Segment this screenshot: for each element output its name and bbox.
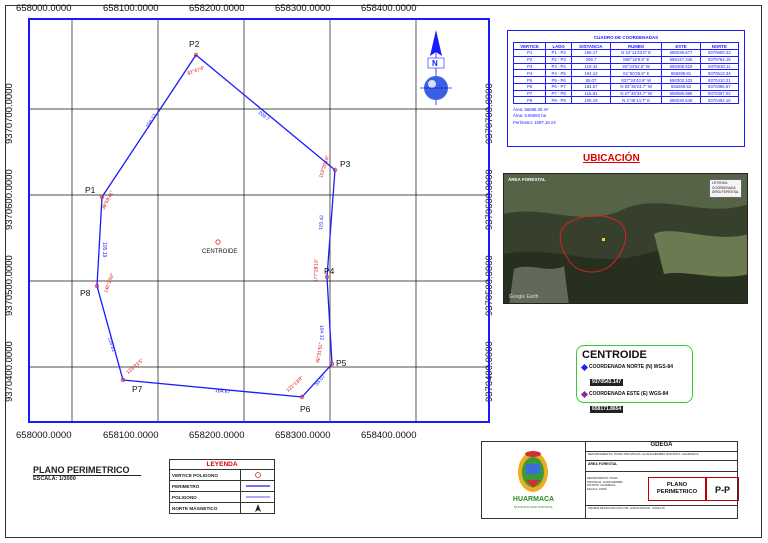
location-legend-title: LEYENDA: [712, 181, 728, 185]
angle-label: 113°20'19": [319, 155, 331, 179]
centroid-east-value: 658171.8654: [592, 406, 622, 412]
x-tick-label: 658100.0000: [103, 430, 159, 441]
table-row: P1 P1 - P2 156.17 N 34°11'33.0" E 658036.677 9370600.23: [514, 50, 739, 57]
legend-title: LEYENDA: [170, 460, 274, 470]
diamond-icon: [581, 363, 588, 370]
sheet-title-box: [648, 477, 706, 501]
y-tick-label: 9370600.0000: [484, 169, 495, 230]
angle-label: 90°31'51": [316, 342, 325, 364]
vertex-label-p4: P4: [324, 266, 335, 276]
x-tick-label: 658400.0000: [361, 3, 417, 14]
project-info: DEPARTAMENTO: PIURA PROVINCIA: HUANCABAMBA DISTRITO: HUARMACA ESCALA: 1/3000: [587, 477, 623, 491]
centroid-title: CENTROIDE: [582, 349, 647, 361]
angle-label: 121°13'8": [285, 376, 305, 394]
side-length-label: 55.07: [314, 374, 327, 388]
vertex-markers: [95, 53, 337, 399]
legend-row: [170, 470, 274, 481]
title-block: [481, 441, 738, 519]
plan-scale: ESCALA: 1/3000: [33, 476, 76, 482]
centroid-box: [576, 345, 693, 412]
y-tick-label: 9370700.0000: [4, 83, 15, 144]
coordinates-table-title: CUADRO DE COORDENADAS: [593, 35, 659, 40]
centroid-east-label: COORDENADA ESTE (E) WGS-84: [589, 391, 669, 397]
table-row: P2 P2 - P3 209.7 S50°16'8.5" E 658147.246 9370764.15: [514, 56, 739, 63]
diamond-icon: [581, 390, 588, 397]
table-row: P3 P3 - P4 119.42 S9°34'52.6" W 658308.519 9370630.11: [514, 63, 739, 70]
x-tick-label: 658300.0000: [275, 3, 331, 14]
area-ha: Área: 6.65983 ha: [513, 113, 546, 119]
table-header: LADO: [546, 43, 572, 50]
sheet-title-line: PERIMETRICO: [656, 489, 698, 495]
north-arrow-icon: [420, 30, 452, 105]
x-tick-label: 658200.0000: [189, 3, 245, 14]
legend-row: [170, 503, 274, 513]
side-length-label: 116.81: [106, 336, 117, 353]
perimeter-polygon: [97, 55, 335, 397]
north-letter: N: [432, 59, 438, 68]
perimeter-map: [30, 20, 488, 421]
legend-label: VERTICE POLIGONO: [170, 470, 241, 480]
location-satellite-image: [503, 173, 748, 304]
municipality-logo: [482, 442, 586, 518]
shield-icon: [482, 442, 585, 502]
angle-label: 38°59'41": [101, 190, 116, 211]
location-legend-item: COORDENADA: [712, 185, 736, 190]
table-row: P8 P8 - P9 105.19 N 2°45'14.7" E 658030.648 9370492.15: [514, 97, 739, 104]
title-block-details: [586, 442, 737, 518]
coordinates-grid: [513, 42, 739, 104]
angle-label: 177°28'10": [314, 258, 320, 283]
municipality-subtitle: MUNICIPALIDAD DISTRITAL: [513, 505, 554, 509]
vertex-marker-icon: [253, 471, 263, 479]
legend-label: NORTE MAGNETICO: [170, 503, 241, 513]
table-header: NORTE: [700, 43, 738, 50]
table-header: ESTE: [662, 43, 700, 50]
x-tick-label: 658000.0000: [16, 430, 72, 441]
north-arrow-icon: [253, 504, 263, 513]
location-line: DEPARTAMENTO: PIURA PROVINCIA: HUANCABAMBA DISTRITO: HUARMACA: [586, 452, 737, 461]
angle-label: 133°21'5": [126, 358, 146, 376]
x-tick-label: 658100.0000: [103, 3, 159, 14]
side-length-label: 209.7: [256, 109, 271, 123]
projection-note: SISTEMA DE PROYECCION UTM - DATUM WGS-84 - ZONA 17S: [586, 505, 737, 518]
legend-table: [169, 459, 275, 514]
x-tick-label: 658300.0000: [275, 430, 331, 441]
location-legend-item: ÁREA FORESTAL: [712, 190, 739, 195]
vertex-labels: [80, 39, 351, 414]
y-tick-label: 9370600.0000: [4, 169, 15, 230]
side-length-label: 156.17: [144, 113, 159, 130]
y-tick-label: 9370700.0000: [484, 83, 495, 144]
organization-name: GDEGA: [586, 442, 737, 452]
x-tick-label: 658000.0000: [16, 3, 72, 14]
location-title: UBICACIÓN: [583, 153, 640, 164]
centroid-label: CENTROIDE: [202, 249, 238, 255]
grid-lines: [30, 20, 488, 421]
y-tick-label: 9370500.0000: [484, 255, 495, 316]
y-tick-label: 9370400.0000: [484, 341, 495, 402]
table-row: P6 P6 - P7 184.67 N 83°36'24.7" W 658269.52 9370386.57: [514, 83, 739, 90]
vertex-label-p8: P8: [80, 288, 91, 298]
sheet-title-line: PLANO: [666, 482, 688, 489]
y-tick-label: 9370400.0000: [4, 341, 15, 402]
vertex-label-p3: P3: [340, 159, 351, 169]
table-row: P5 P5 - P6 55.07 S37°34'43.6" W 658303.103 9370410.21: [514, 77, 739, 84]
x-tick-label: 658200.0000: [189, 430, 245, 441]
vertex-label-p2: P2: [189, 39, 200, 49]
side-length-label: 105.19: [101, 242, 107, 258]
coordinates-table: [507, 30, 745, 147]
location-legend: [709, 179, 742, 198]
area-summary: [513, 107, 739, 126]
perimeter-length: Perímetro: 1097.16 ml: [513, 119, 556, 125]
legend-row: [170, 492, 274, 503]
y-tick-label: 9370500.0000: [4, 255, 15, 316]
angle-label: 82°47'4": [186, 66, 206, 77]
side-length-label: 184.67: [214, 388, 231, 396]
side-length-label: 104.12: [318, 324, 325, 341]
map-frame: [28, 18, 490, 423]
angle-labels: [100, 65, 331, 393]
table-header: DISTANCIA: [572, 43, 611, 50]
legend-label: POLIGONO: [170, 492, 241, 502]
location-image-title: ÁREA FORESTAL: [508, 177, 546, 182]
centroid-north-label: COORDENADA NORTE (N) WGS-84: [589, 364, 673, 370]
legend-row: [170, 481, 274, 492]
x-tick-label: 658400.0000: [361, 430, 417, 441]
vertex-label-p7: P7: [132, 384, 143, 394]
perimeter-line-icon: [245, 483, 271, 489]
vertex-label-p6: P6: [300, 404, 311, 414]
polygon-line-icon: [245, 494, 271, 500]
area-m2: Área: 66598.35 m²: [513, 107, 549, 113]
side-length-label: 119.42: [318, 214, 326, 231]
project-subject: ÁREA FORESTAL: [586, 461, 737, 472]
table-row: P4 P4 - P5 104.12 S1°50'25.5" E 658288.81 9370513.34: [514, 70, 739, 77]
imagery-credit: Google Earth: [509, 294, 539, 300]
legend-label: PERIMETRO: [170, 481, 241, 491]
angle-label: 140°2'52": [104, 272, 116, 294]
sheet-code: P-P: [706, 477, 739, 501]
table-header: VERTICE: [514, 43, 546, 50]
municipality-name: HUARMACA: [512, 496, 555, 503]
table-header: RUMBO: [610, 43, 661, 50]
plan-title: PLANO PERIMETRICO: [33, 465, 130, 475]
vertex-label-p1: P1: [85, 185, 96, 195]
table-row: P7 P7 - P8 116.81 N 27°45'34.7" W 658085.986 9370397.02: [514, 90, 739, 97]
vertex-label-p5: P5: [336, 358, 347, 368]
centroid-north-value: 9370543.147: [592, 379, 622, 385]
